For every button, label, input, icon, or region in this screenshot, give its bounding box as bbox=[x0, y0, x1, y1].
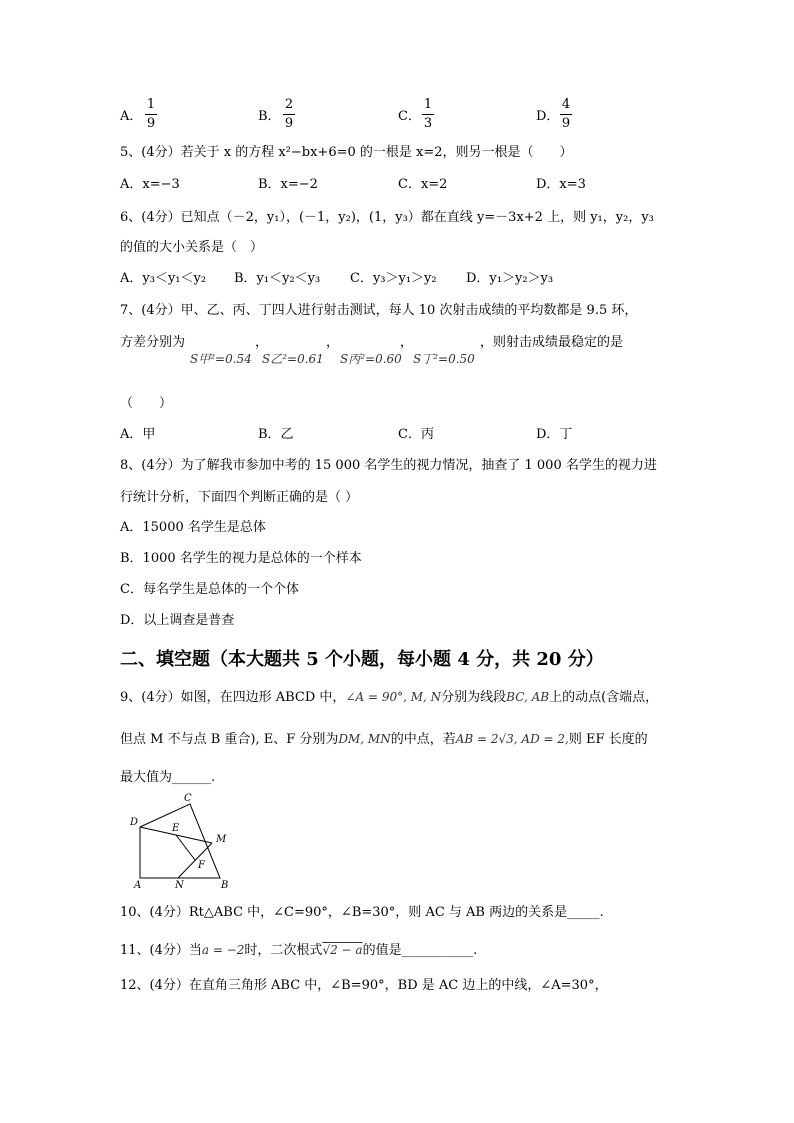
q11-radical: √2 − a bbox=[322, 943, 363, 957]
fraction-numerator: 4 bbox=[561, 97, 571, 112]
q7-answer-paren: （ ） bbox=[120, 396, 173, 411]
fraction-denominator: 9 bbox=[284, 116, 294, 131]
q4-option-d-label: D． bbox=[536, 109, 560, 124]
q8-option-c: C．每名学生是总体的一个个体 bbox=[120, 582, 299, 597]
q9-stem-line-2 bbox=[120, 729, 648, 750]
q8-stem-line-1: 8、(4分）为了解我市参加中考的 15 000 名学生的视力情况，抽查了 1 000 名学生的视力进 bbox=[120, 458, 657, 473]
label-d: D bbox=[130, 817, 139, 828]
label-c: C bbox=[184, 793, 192, 804]
label-m: M bbox=[216, 834, 227, 845]
q7-stem-line-2a: 方差分别为 bbox=[120, 335, 186, 350]
q6-stem-line-1: 6、(4分）已知点（－2，y₁），(－1，y₂)，(1，y₃）都在直线 y=－3x+2 上，则 y₁，y₂，y₃ bbox=[120, 210, 654, 225]
q8-option-a: A．15000 名学生是总体 bbox=[120, 520, 266, 535]
q9-stem-line-3: 最大值为______. bbox=[120, 770, 216, 785]
q5-stem: 5、(4分）若关于 x 的方程 x²−bx+6=0 的一根是 x=2，则另一根是（ ） bbox=[120, 145, 573, 160]
label-a: A bbox=[134, 880, 142, 890]
q11-text: 的值是___________. bbox=[362, 943, 478, 958]
q9-text: 则 EF 长度的 bbox=[568, 732, 648, 747]
q4-option-b-fraction bbox=[283, 97, 295, 132]
q6-option-d: D．y₁＞y₂＞y₃ bbox=[466, 271, 554, 286]
q9-math: AB = 2√3, AD = 2, bbox=[455, 732, 569, 746]
q9-math: ∠A = 90°, M, N bbox=[345, 690, 442, 704]
q7-comma-3: ， bbox=[400, 335, 414, 350]
q6-option-a: A．y₃＜y₁＜y₂ bbox=[120, 271, 207, 286]
segment-nm bbox=[178, 843, 212, 878]
q9-math: DM, MN bbox=[338, 732, 391, 746]
q5-option-c: C．x=2 bbox=[398, 177, 448, 192]
q11-text: 时，二次根式 bbox=[244, 943, 323, 958]
q8-option-d: D．以上调查是普查 bbox=[120, 613, 235, 628]
q7-stem-line-2b: ，则射击成绩最稳定的是 bbox=[480, 335, 624, 350]
q11-stem bbox=[120, 940, 477, 961]
label-n: N bbox=[175, 880, 184, 890]
q9-figure bbox=[120, 790, 240, 890]
fraction-numerator: 2 bbox=[284, 97, 294, 112]
q4-option-b-label: B． bbox=[258, 109, 281, 124]
q6-option-c: C．y₃＞y₁＞y₂ bbox=[350, 271, 437, 286]
q9-text: 上的动点(含端点， bbox=[549, 690, 659, 705]
q11-math: a = −2 bbox=[201, 943, 245, 957]
q7-variance-yi: S乙²=0.61 bbox=[262, 352, 324, 366]
fraction-numerator: 1 bbox=[146, 97, 156, 112]
q7-variance-ding: S丁²=0.50 bbox=[413, 352, 475, 366]
q11-text: 11、(4分）当 bbox=[120, 943, 202, 958]
q6-stem-line-2: 的值的大小关系是（ ） bbox=[120, 240, 264, 255]
q5-option-b: B．x=−2 bbox=[258, 177, 318, 192]
q4-option-a-label: A． bbox=[120, 109, 143, 124]
fraction-numerator: 1 bbox=[423, 97, 433, 112]
q9-text: 9、(4分）如图，在四边形 ABCD 中， bbox=[120, 690, 346, 705]
q9-math: BC, AB bbox=[506, 690, 550, 704]
q8-stem-line-2: 行统计分析，下面四个判断正确的是（ ） bbox=[120, 490, 359, 505]
q9-text: 分别为线段 bbox=[441, 690, 507, 705]
q9-text: 的中点，若 bbox=[390, 732, 456, 747]
q4-option-a-fraction bbox=[145, 97, 157, 132]
q6-option-b: B．y₁＜y₂＜y₃ bbox=[234, 271, 321, 286]
q7-comma-1: ， bbox=[255, 335, 269, 350]
fraction-denominator: 3 bbox=[423, 116, 433, 131]
q7-option-d: D．丁 bbox=[536, 427, 573, 442]
fraction-denominator: 9 bbox=[561, 116, 571, 131]
q7-variance-bing: S丙²=0.60 bbox=[340, 352, 402, 366]
q9-text: 但点 M 不与点 B 重合), E、F 分别为 bbox=[120, 732, 339, 747]
q10-stem: 10、(4分）Rt△ABC 中，∠C=90°，∠B=30°，则 AC 与 AB 两边的关系是_____. bbox=[120, 905, 604, 920]
q12-stem: 12、(4分）在直角三角形 ABC 中，∠B=90°，BD 是 AC 边上的中线，∠A=30°， bbox=[120, 978, 608, 993]
q8-option-b: B．1000 名学生的视力是总体的一个样本 bbox=[120, 551, 362, 566]
label-b: B bbox=[221, 880, 229, 890]
q5-option-a: A．x=−3 bbox=[120, 177, 180, 192]
q7-variance-jia: S甲²=0.54 bbox=[190, 352, 252, 366]
label-f: F bbox=[198, 860, 205, 871]
label-e: E bbox=[172, 823, 180, 834]
q9-stem-line-1 bbox=[120, 687, 658, 708]
q4-option-c-fraction bbox=[422, 97, 434, 132]
q7-option-b: B．乙 bbox=[258, 427, 294, 442]
fraction-denominator: 9 bbox=[146, 116, 156, 131]
q7-option-a: A．甲 bbox=[120, 427, 156, 442]
q4-option-d-fraction bbox=[560, 97, 572, 132]
q7-comma-2: ， bbox=[326, 335, 340, 350]
q7-stem-line-1: 7、(4分）甲、乙、丙、丁四人进行射击测试，每人 10 次射击成绩的平均数都是 9.5 环， bbox=[120, 303, 638, 318]
q7-option-c: C．丙 bbox=[398, 427, 434, 442]
q5-option-d: D．x=3 bbox=[536, 177, 586, 192]
q4-option-c-label: C． bbox=[398, 109, 421, 124]
section-heading: 二、填空题（本大题共 5 个小题，每小题 4 分，共 20 分） bbox=[120, 649, 604, 670]
